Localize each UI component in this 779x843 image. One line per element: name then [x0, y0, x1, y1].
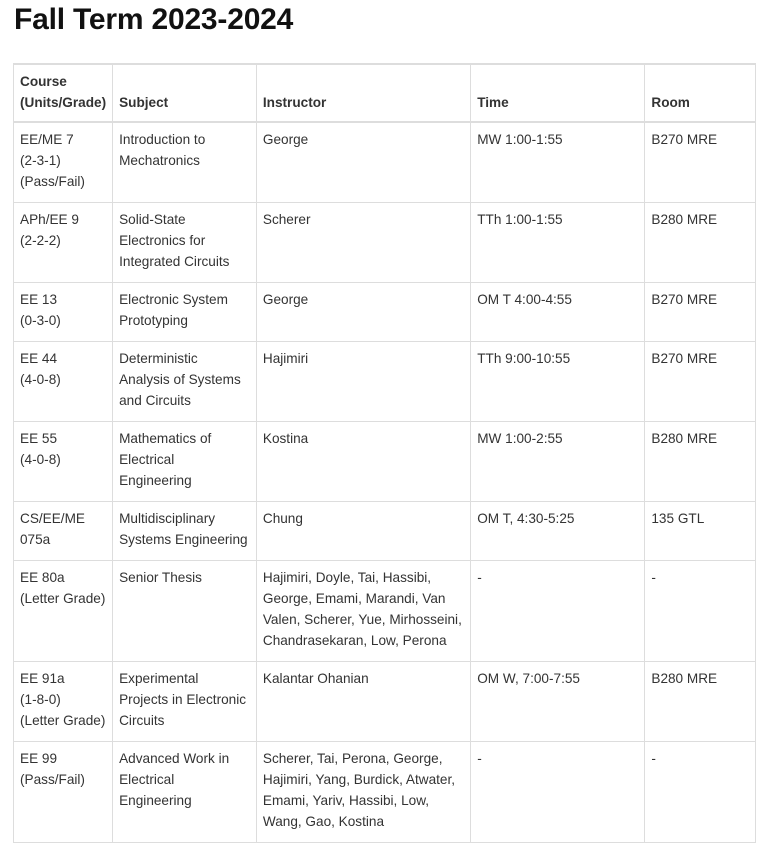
header-course-line: (Units/Grade): [20, 95, 107, 110]
cell-room: B270 MRE: [645, 122, 756, 203]
header-instructor: Instructor: [256, 64, 470, 122]
course-line: EE 99: [20, 751, 58, 766]
cell-instructor: Hajimiri: [256, 342, 470, 422]
table-row: [14, 502, 756, 561]
course-line: (Letter Grade): [20, 591, 106, 606]
table-row: [14, 662, 756, 742]
cell-instructor: Scherer, Tai, Perona, George, Hajimiri, Yang, Burdick, Atwater, Emami, Yariv, Hassibi, Low, Wang, Gao, Kostina: [256, 742, 470, 843]
cell-room: 135 GTL: [645, 502, 756, 561]
course-line: EE 80a: [20, 570, 65, 585]
course-line: (Letter Grade): [20, 713, 106, 728]
cell-subject: Mathematics of Electrical Engineering: [113, 422, 257, 502]
cell-instructor: Scherer: [256, 203, 470, 283]
cell-time: OM T 4:00-4:55: [471, 283, 645, 342]
cell-room: B280 MRE: [645, 662, 756, 742]
table-row: [14, 742, 756, 843]
table-row: [14, 561, 756, 662]
cell-subject: Senior Thesis: [113, 561, 257, 662]
table-row: [14, 422, 756, 502]
course-line: EE 13: [20, 292, 58, 307]
course-line: (2-3-1): [20, 153, 61, 168]
cell-instructor: Kalantar Ohanian: [256, 662, 470, 742]
cell-room: B270 MRE: [645, 283, 756, 342]
cell-course: [14, 662, 113, 742]
course-line: EE 44: [20, 351, 58, 366]
course-line: EE/ME 7: [20, 132, 74, 147]
table-row: [14, 203, 756, 283]
course-line: EE 55: [20, 431, 58, 446]
table-row: [14, 283, 756, 342]
cell-subject: Multidisciplinary Systems Engineering: [113, 502, 257, 561]
course-line: CS/EE/ME 075a: [20, 511, 85, 547]
page-title: Fall Term 2023-2024: [14, 3, 294, 36]
cell-room: B270 MRE: [645, 342, 756, 422]
course-line: (4-0-8): [20, 372, 61, 387]
cell-time: OM T, 4:30-5:25: [471, 502, 645, 561]
cell-time: -: [471, 561, 645, 662]
table-row: [14, 122, 756, 203]
course-line: (0-3-0): [20, 313, 61, 328]
cell-subject: Deterministic Analysis of Systems and Circuits: [113, 342, 257, 422]
cell-room: -: [645, 742, 756, 843]
cell-room: B280 MRE: [645, 203, 756, 283]
cell-time: OM W, 7:00-7:55: [471, 662, 645, 742]
course-table: [13, 63, 756, 843]
header-course: [14, 64, 113, 122]
cell-course: [14, 422, 113, 502]
course-line: (Pass/Fail): [20, 174, 85, 189]
course-line: (Pass/Fail): [20, 772, 85, 787]
cell-course: [14, 283, 113, 342]
cell-course: [14, 502, 113, 561]
header-room: Room: [645, 64, 756, 122]
cell-course: [14, 203, 113, 283]
cell-subject: Experimental Projects in Electronic Circuits: [113, 662, 257, 742]
course-line: APh/EE 9: [20, 212, 79, 227]
cell-instructor: George: [256, 122, 470, 203]
cell-time: -: [471, 742, 645, 843]
table-header-row: [14, 64, 756, 122]
header-course-line: Course: [20, 74, 67, 89]
cell-course: [14, 122, 113, 203]
cell-time: MW 1:00-2:55: [471, 422, 645, 502]
header-subject: Subject: [113, 64, 257, 122]
table-row: [14, 342, 756, 422]
cell-course: [14, 742, 113, 843]
cell-subject: Introduction to Mechatronics: [113, 122, 257, 203]
cell-time: TTh 9:00-10:55: [471, 342, 645, 422]
cell-course: [14, 342, 113, 422]
table-body: [14, 122, 756, 843]
course-line: (2-2-2): [20, 233, 61, 248]
cell-instructor: Hajimiri, Doyle, Tai, Hassibi, George, Emami, Marandi, Van Valen, Scherer, Yue, Mirhosseini, Chandrasekaran, Low, Perona: [256, 561, 470, 662]
cell-instructor: George: [256, 283, 470, 342]
cell-course: [14, 561, 113, 662]
cell-room: B280 MRE: [645, 422, 756, 502]
cell-subject: Advanced Work in Electrical Engineering: [113, 742, 257, 843]
cell-time: TTh 1:00-1:55: [471, 203, 645, 283]
course-line: (1-8-0): [20, 692, 61, 707]
header-time: Time: [471, 64, 645, 122]
course-line: (4-0-8): [20, 452, 61, 467]
cell-room: -: [645, 561, 756, 662]
cell-subject: Electronic System Prototyping: [113, 283, 257, 342]
cell-time: MW 1:00-1:55: [471, 122, 645, 203]
cell-instructor: Chung: [256, 502, 470, 561]
cell-subject: Solid-State Electronics for Integrated Circuits: [113, 203, 257, 283]
cell-instructor: Kostina: [256, 422, 470, 502]
course-line: EE 91a: [20, 671, 65, 686]
